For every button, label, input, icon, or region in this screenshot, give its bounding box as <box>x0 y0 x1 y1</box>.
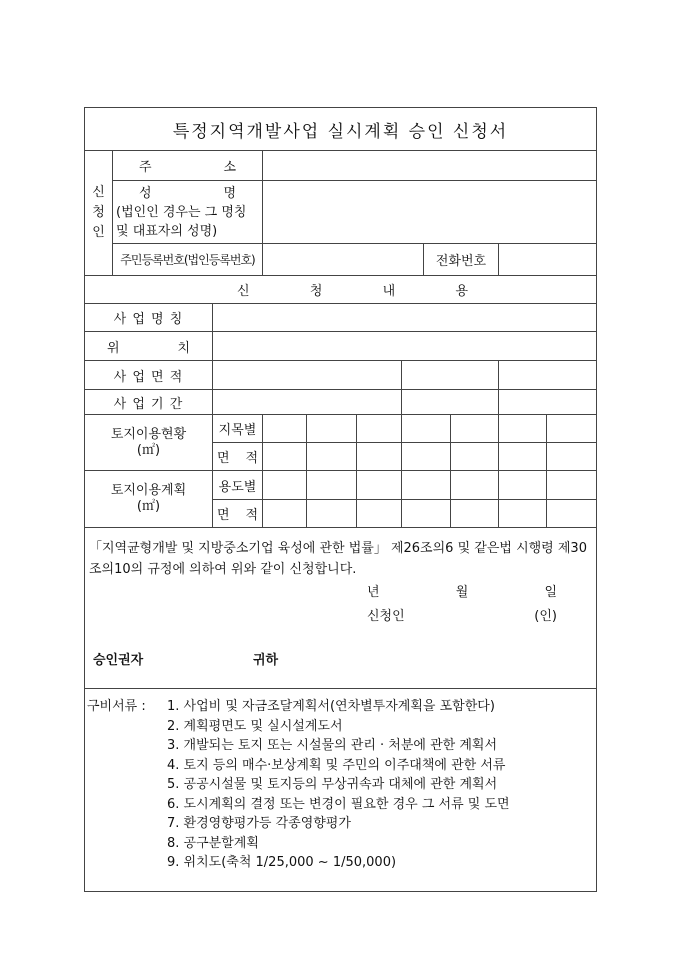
char: 청 <box>309 284 323 299</box>
business-name-field[interactable] <box>213 304 597 332</box>
area-field-2[interactable] <box>402 361 499 390</box>
id-number-field[interactable] <box>263 244 424 276</box>
char: 치 <box>177 340 190 356</box>
date-line <box>367 582 557 603</box>
name-label <box>113 181 263 244</box>
period-field-2[interactable] <box>402 390 499 415</box>
char: 명 <box>223 185 236 201</box>
unit: (㎡) <box>136 499 161 514</box>
cell[interactable] <box>547 415 597 443</box>
declaration-text: 「지역균형개발 및 지방중소기업 육성에 관한 법률」 제26조의6 및 같은법 시행령 제30조의10의 규정에 의하여 위와 같이 신청합니다. <box>89 541 587 577</box>
application-form <box>84 107 597 892</box>
period-label: 사 업 기 간 <box>85 390 213 415</box>
declaration-section <box>85 528 597 689</box>
by-category-label: 지목별 <box>213 415 263 443</box>
year-label: 년 <box>367 585 380 600</box>
cell[interactable] <box>357 415 402 443</box>
phone-field[interactable] <box>499 244 597 276</box>
by-use-label: 용도별 <box>213 471 263 500</box>
char: 적 <box>245 451 258 466</box>
cell[interactable] <box>263 500 307 528</box>
list-item: 2. 계획평면도 및 실시설계도서 <box>167 718 343 734</box>
month-label: 월 <box>455 585 469 600</box>
cell[interactable] <box>307 415 357 443</box>
area-sub-label <box>213 500 263 528</box>
cell[interactable] <box>499 415 547 443</box>
content-header <box>85 276 597 304</box>
land-plan-label <box>85 471 213 528</box>
char: 면 <box>217 508 230 523</box>
list-item: 1. 사업비 및 자금조달계획서(연차별투자계획을 포함한다) <box>167 699 495 714</box>
area-sub-label <box>213 443 263 471</box>
area-field-1[interactable] <box>213 361 402 390</box>
cell[interactable] <box>307 443 357 471</box>
cell[interactable] <box>451 415 499 443</box>
list-item: 3. 개발되는 토지 또는 시설물의 관리 · 처분에 관한 계획서 <box>167 738 498 753</box>
unit: (㎡) <box>136 442 161 458</box>
signature-line <box>367 606 557 627</box>
char: 성 <box>139 185 152 201</box>
char: 신 <box>92 185 105 200</box>
cell[interactable] <box>402 471 451 500</box>
day-label: 일 <box>544 585 557 600</box>
list-item: 4. 토지 등의 매수·보상계획 및 주민의 이주대책에 관한 서류 <box>167 757 506 773</box>
location-label <box>85 332 213 361</box>
cell[interactable] <box>357 471 402 500</box>
id-number-label: 주민등록번호(법인등록번호) <box>113 244 263 276</box>
char: 내 <box>382 284 396 299</box>
list-item: 5. 공공시설물 및 토지등의 무상귀속과 대체에 관한 계획서 <box>167 777 498 792</box>
char: 주 <box>139 160 152 175</box>
cell[interactable] <box>547 500 597 528</box>
cell[interactable] <box>357 500 402 528</box>
cell[interactable] <box>499 443 547 471</box>
label: 토지이용현황 <box>110 426 187 442</box>
cell[interactable] <box>451 471 499 500</box>
business-name-label: 사 업 명 칭 <box>85 304 213 332</box>
char: 면 <box>217 451 230 466</box>
cell[interactable] <box>499 471 547 500</box>
char: 신 <box>237 284 250 299</box>
applicant-sign-label: 신청인 <box>367 609 405 624</box>
applicant-group-label <box>85 151 113 276</box>
required-documents <box>85 689 597 892</box>
honorific-label: 귀하 <box>253 653 279 668</box>
phone-label: 전화번호 <box>424 244 499 276</box>
cell[interactable] <box>357 443 402 471</box>
char: 용 <box>455 284 468 299</box>
cell[interactable] <box>499 500 547 528</box>
authority-label: 승인권자 <box>93 653 144 668</box>
documents-list <box>167 697 510 873</box>
cell[interactable] <box>263 443 307 471</box>
documents-label: 구비서류 : <box>87 699 146 714</box>
cell[interactable] <box>451 443 499 471</box>
area-label: 사 업 면 적 <box>85 361 213 390</box>
seal-label: (인) <box>534 609 557 624</box>
form-title: 특정지역개발사업 실시계획 승인 신청서 <box>85 108 597 151</box>
land-current-label <box>85 415 213 471</box>
char: 적 <box>245 508 258 523</box>
cell[interactable] <box>547 471 597 500</box>
period-field-3[interactable] <box>499 390 597 415</box>
area-field-3[interactable] <box>499 361 597 390</box>
cell[interactable] <box>307 471 357 500</box>
period-field-1[interactable] <box>213 390 402 415</box>
char: 청 <box>92 205 105 220</box>
address-field[interactable] <box>263 151 597 181</box>
cell[interactable] <box>307 500 357 528</box>
list-item: 9. 위치도(축척 1/25,000 ~ 1/50,000) <box>167 855 397 870</box>
cell[interactable] <box>263 415 307 443</box>
label: 토지이용계획 <box>110 483 187 498</box>
char: 소 <box>223 160 236 175</box>
cell[interactable] <box>451 500 499 528</box>
cell[interactable] <box>402 415 451 443</box>
name-field[interactable] <box>263 181 597 244</box>
cell[interactable] <box>547 443 597 471</box>
cell[interactable] <box>402 500 451 528</box>
address-label <box>113 151 263 181</box>
name-note: (법인인 경우는 그 명칭 및 대표자의 성명) <box>116 204 247 239</box>
char: 위 <box>107 340 120 356</box>
list-item: 6. 도시계획의 결정 또는 변경이 필요한 경우 그 서류 및 도면 <box>167 796 510 812</box>
cell[interactable] <box>263 471 307 500</box>
list-item: 7. 환경영향평가등 각종영향평가 <box>167 816 351 831</box>
char: 인 <box>92 225 105 240</box>
location-field[interactable] <box>213 332 597 361</box>
cell[interactable] <box>402 443 451 471</box>
list-item: 8. 공구분할계획 <box>167 835 259 851</box>
